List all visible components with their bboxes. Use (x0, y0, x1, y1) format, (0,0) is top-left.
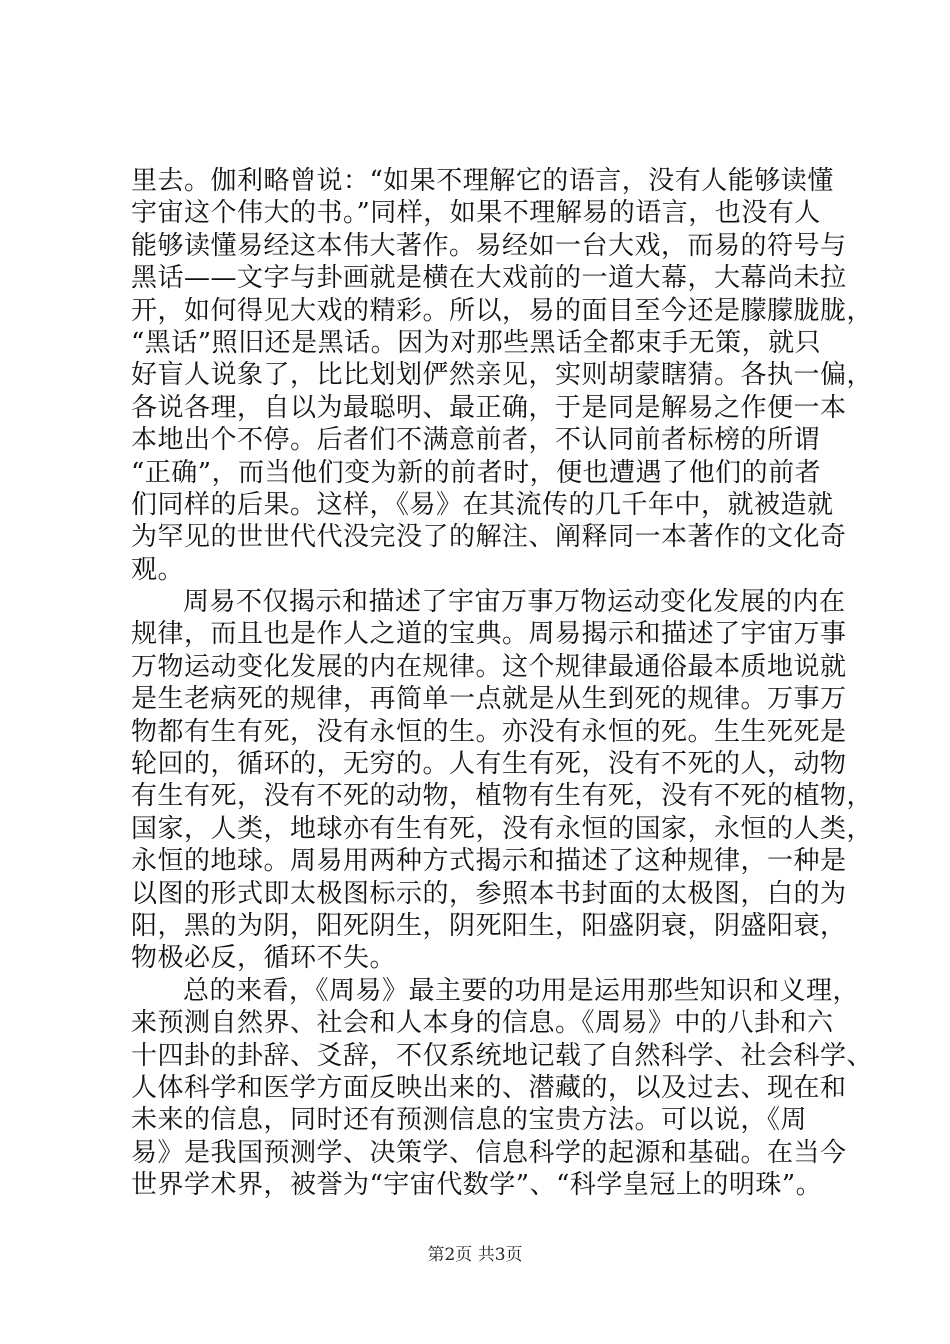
text-line: 总的来看，《周易》最主要的功用是运用那些知识和义理， (183, 975, 860, 1006)
text-line: 物都有生有死，没有永恒的生。亦没有永恒的死。生生死死是 (131, 716, 847, 747)
text-line: 来预测自然界、社会和人本身的信息。《周易》中的八卦和六 (131, 1008, 834, 1039)
paragraph-3 (131, 975, 874, 1202)
text-line: 黑话——文字与卦画就是横在大戏前的一道大幕，大幕尚未拉 (131, 263, 847, 294)
text-line: 万物运动变化发展的内在规律。这个规律最通俗最本质地说就 (131, 651, 847, 682)
text-line: 以图的形式即太极图标示的，参照本书封面的太极图，白的为 (131, 878, 847, 909)
text-line: 国家，人类，地球亦有生有死，没有永恒的国家，永恒的人类， (131, 813, 874, 844)
text-line: 未来的信息，同时还有预测信息的宝贵方法。可以说，《周 (131, 1105, 808, 1136)
text-line: 规律，而且也是作人之道的宝典。周易揭示和描述了宇宙万事 (131, 619, 847, 650)
text-line: 宇宙这个伟大的书。”同样，如果不理解易的语言，也没有人 (131, 198, 821, 229)
document-body (131, 165, 874, 1202)
text-line: 是生老病死的规律，再简单一点就是从生到死的规律。万事万 (131, 684, 847, 715)
text-line: 物极必反，循环不失。 (131, 943, 397, 974)
text-line: 本地出个不停。后者们不满意前者，不认同前者标榜的所谓 (131, 425, 821, 456)
text-line: 十四卦的卦辞、爻辞，不仅系统地记载了自然科学、社会科学、 (131, 1040, 874, 1071)
text-line: “正确”，而当他们变为新的前者时，便也遭遇了他们的前者 (131, 457, 822, 488)
text-line: 世界学术界，被誉为“宇宙代数学”、“科学皇冠上的明珠”。 (131, 1170, 823, 1201)
text-line: 永恒的地球。周易用两种方式揭示和描述了这种规律，一种是 (131, 846, 847, 877)
text-line: 轮回的，循环的，无穷的。人有生有死，没有不死的人，动物 (131, 749, 847, 780)
text-line: 们同样的后果。这样，《易》在其流传的几千年中，就被造就 (131, 489, 834, 520)
text-line: 周易不仅揭示和描述了宇宙万事万物运动变化发展的内在 (183, 587, 846, 618)
text-line: 为罕见的世世代代没完没了的解注、阐释同一本著作的文化奇 (131, 522, 847, 553)
text-line: 好盲人说象了，比比划划俨然亲见，实则胡蒙瞎猜。各执一偏， (131, 360, 874, 391)
text-line: 开，如何得见大戏的精彩。所以，易的面目至今还是朦朦胧胧， (131, 295, 874, 326)
text-line: 易》是我国预测学、决策学、信息科学的起源和基础。在当今 (131, 1137, 847, 1168)
text-line: 各说各理，自以为最聪明、最正确，于是同是解易之作便一本 (131, 392, 847, 423)
text-line: 阳，黑的为阴，阳死阴生，阴死阳生，阳盛阴衰，阴盛阳衰， (131, 910, 847, 941)
text-line: 观。 (131, 554, 185, 585)
text-line: 人体科学和医学方面反映出来的、潜藏的，以及过去、现在和 (131, 1072, 847, 1103)
text-line: 能够读懂易经这本伟大著作。易经如一台大戏，而易的符号与 (131, 230, 847, 261)
page-number: 第2页 共3页 (427, 1245, 523, 1265)
text-line: 有生有死，没有不死的动物，植物有生有死，没有不死的植物， (131, 781, 874, 812)
text-line: “黑话”照旧还是黑话。因为对那些黑话全都束手无策，就只 (131, 327, 822, 358)
text-line: 里去。伽利略曾说：“如果不理解它的语言，没有人能够读懂 (131, 166, 834, 196)
paragraph-2 (131, 586, 874, 975)
paragraph-1 (131, 165, 874, 586)
